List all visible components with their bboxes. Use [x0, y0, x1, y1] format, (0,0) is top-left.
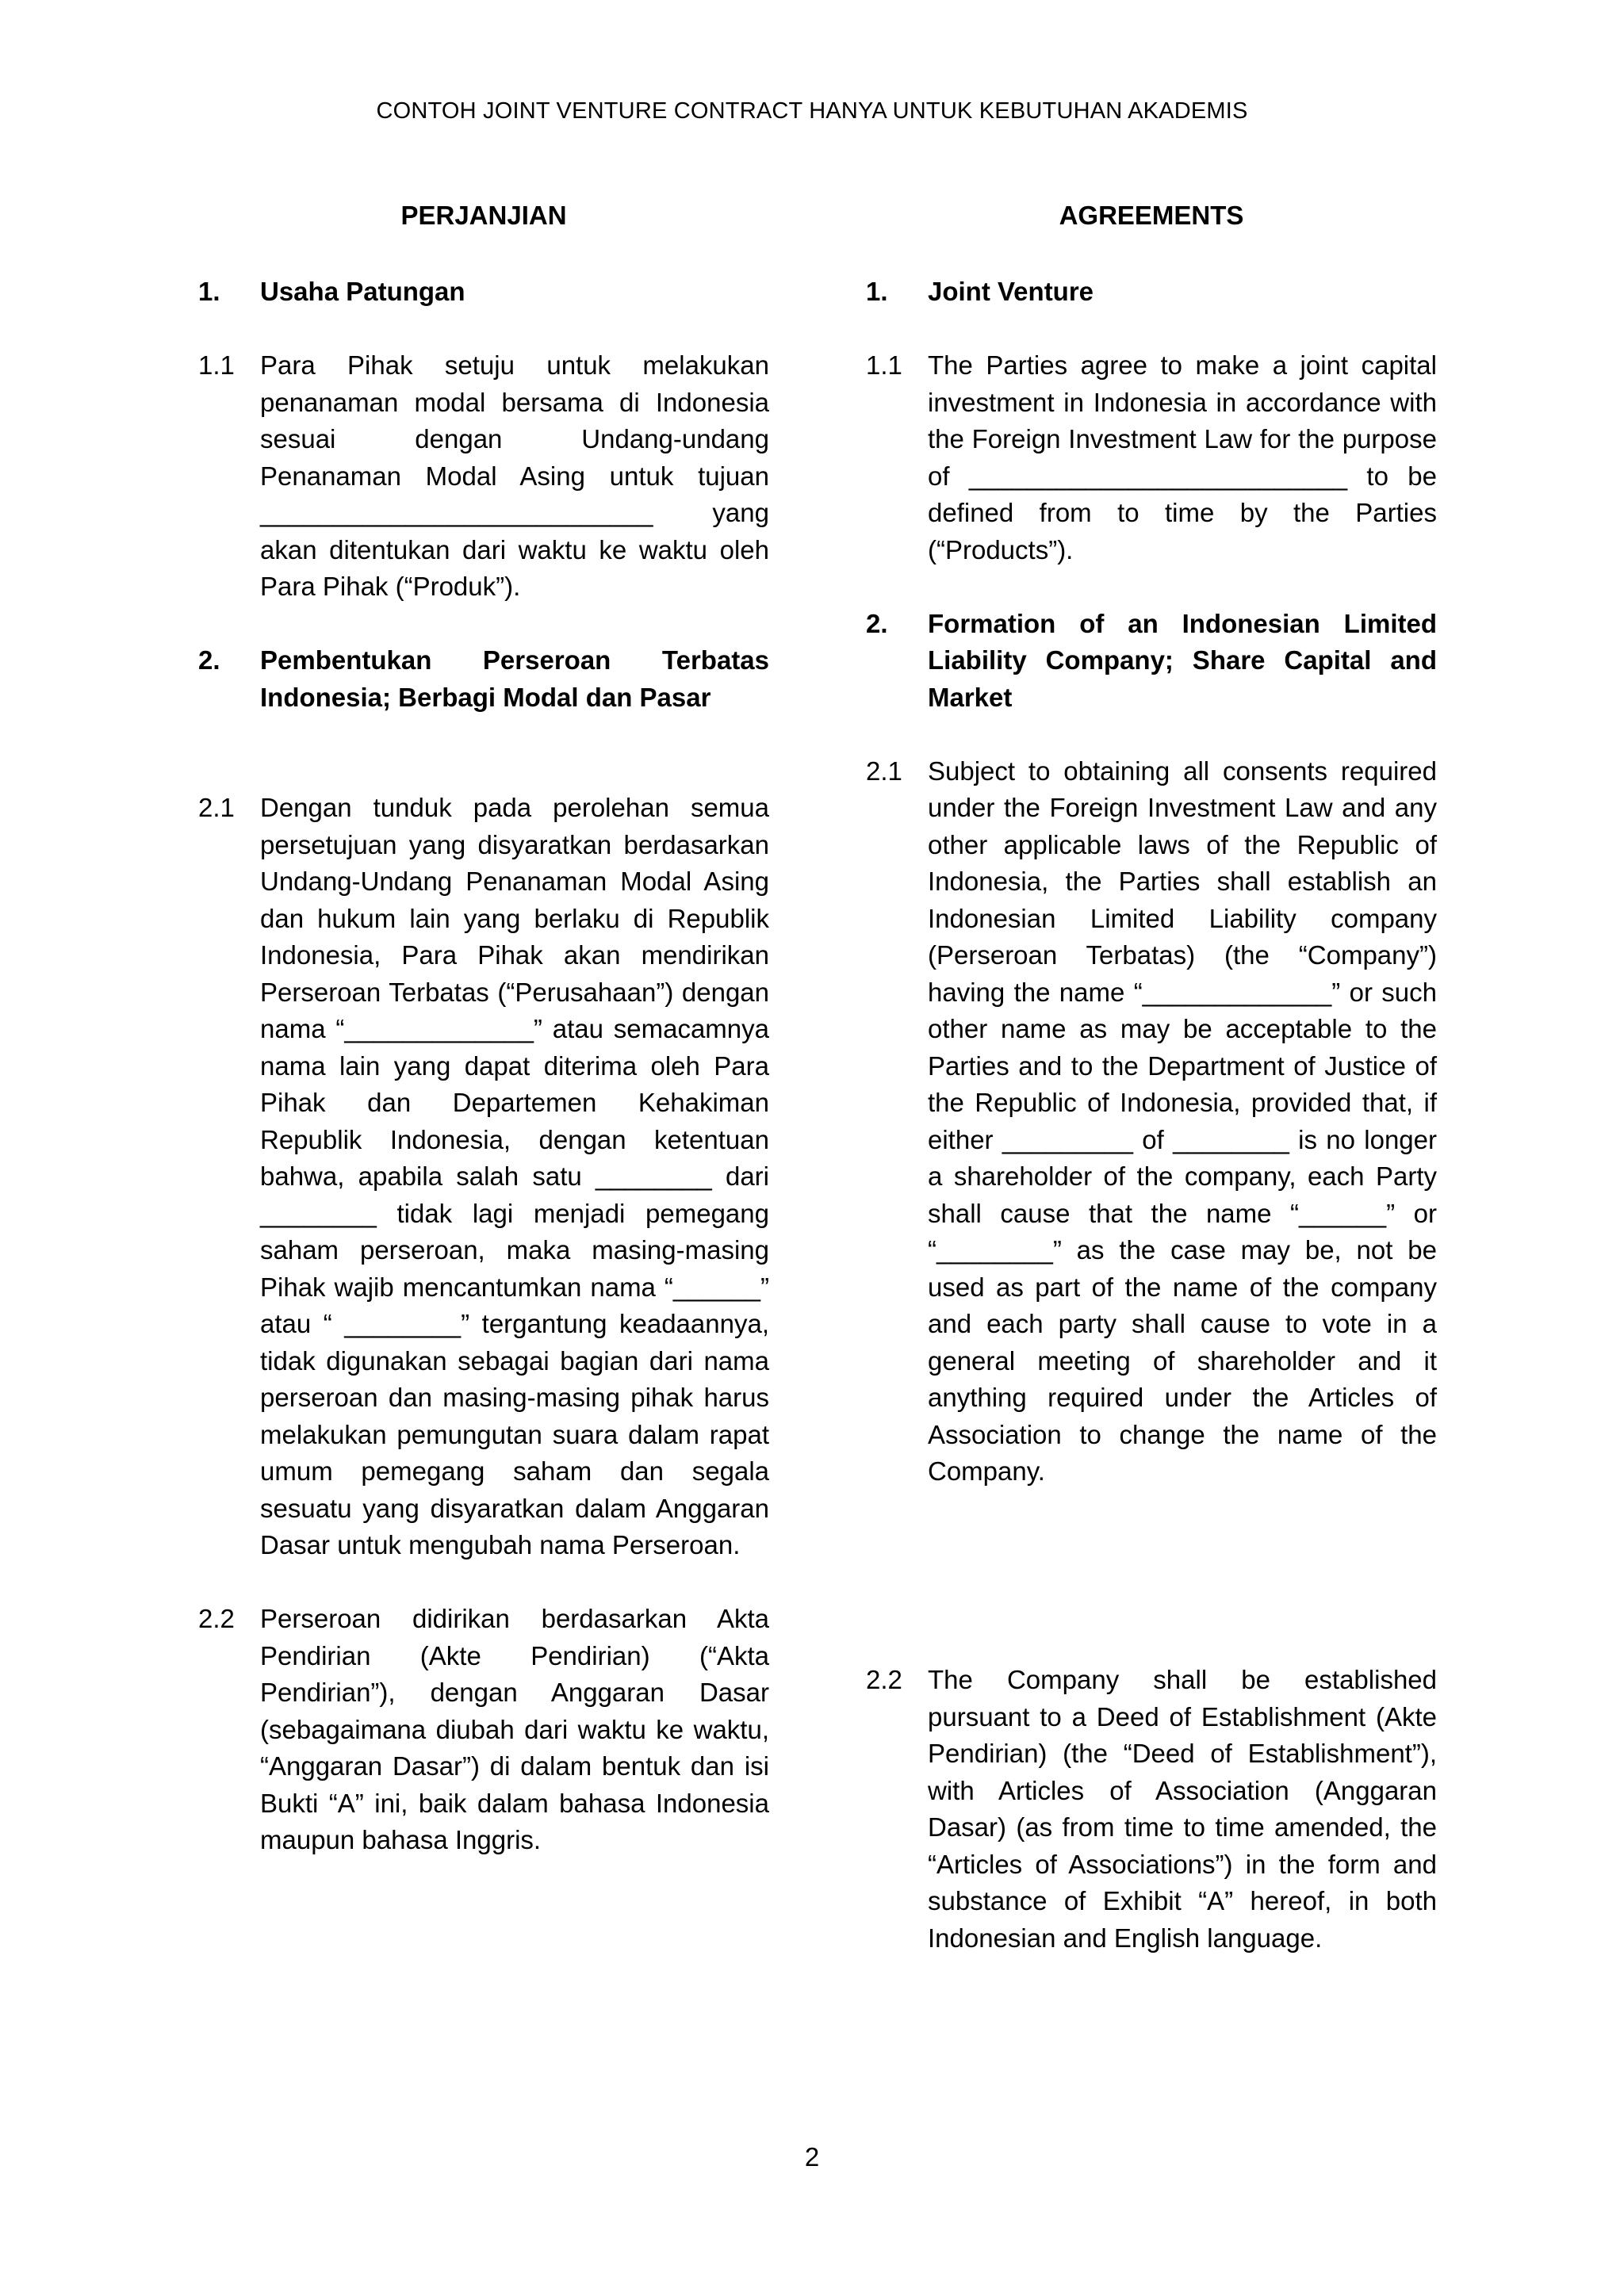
paragraph-number: 1.1: [198, 350, 235, 380]
section-title: Formation of an Indonesian Limited Liability Company; Share Capital and Market: [928, 608, 1437, 712]
paragraph-number: 2.1: [866, 756, 902, 786]
section-1: [866, 274, 1437, 568]
paragraph-number: 2.1: [198, 793, 235, 822]
paragraph-number: 2.2: [198, 1604, 235, 1633]
paragraph-text: Perseroan didirikan berdasarkan Akta Pendirian (Akte Pendirian) (“Akta Pendirian”), dengan Anggaran Dasar (sebagaimana diubah dari waktu ke waktu, “Anggaran Dasar”) di dalam bentuk dan isi Bukti “A” ini, baik dalam bahasa Indonesia maupun bahasa Inggris.: [260, 1604, 769, 1854]
paragraph-2-2: [198, 1601, 769, 1859]
indonesian-column: [198, 200, 769, 1896]
paragraph-2-1: [198, 790, 769, 1564]
page-number: 2: [804, 2142, 820, 2172]
section-title: Usaha Patungan: [260, 277, 465, 306]
section-number: 2.: [866, 608, 888, 638]
paragraph-number: 1.1: [866, 350, 902, 380]
section-heading: [866, 606, 1437, 717]
paragraph-2-2: [866, 1662, 1437, 1957]
paragraph-text: Para Pihak setuju untuk melakukan penanaman modal bersama di Indonesia sesuai dengan Undang-undang Penanaman Modal Asing untuk tujuan ___________________________ yang akan ditentukan dari waktu ke waktu oleh Para Pihak (“Produk”).: [260, 350, 769, 601]
section-2: [866, 606, 1437, 1490]
section-title: Joint Venture: [928, 277, 1094, 306]
section-heading: [198, 642, 769, 716]
page-header: CONTOH JOINT VENTURE CONTRACT HANYA UNTUK KEBUTUHAN AKADEMIS: [376, 98, 1248, 124]
section-title: Pembentukan Perseroan Terbatas Indonesia; Berbagi Modal dan Pasar: [260, 645, 769, 712]
section-heading: [198, 274, 769, 311]
section-number: 1.: [198, 277, 220, 306]
paragraph-text: The Parties agree to make a joint capital investment in Indonesia in accordance with the Foreign Investment Law for the purpose of __________________________ to be defined from to time by the Parties (“Products”).: [928, 350, 1437, 564]
section-1: [198, 274, 769, 606]
paragraph-2-1: [866, 753, 1437, 1490]
paragraph-text: Dengan tunduk pada perolehan semua persetujuan yang disyaratkan berdasarkan Undang-Undang Penanaman Modal Asing dan hukum lain yang berlaku di Republik Indonesia, Para Pihak akan mendirikan Perseroan Terbatas (“Perusahaan”) dengan nama “_____________” atau semacamnya nama lain yang dapat diterima oleh Para Pihak dan Departemen Kehakiman Republik Indonesia, dengan ketentuan bahwa, apabila salah satu ________ dari ________ tidak lagi menjadi pemegang saham perseroan, maka masing-masing Pihak wajib mencantumkan nama “______” atau “ ________” tergantung keadaannya, tidak digunakan sebagai bagian dari nama perseroan dan masing-masing pihak harus melakukan pemungutan suara dalam rapat umum pemegang saham dan segala sesuatu yang disyaratkan dalam Anggaran Dasar untuk mengubah nama Perseroan.: [260, 793, 769, 1559]
section-number: 2.: [198, 645, 220, 675]
section-heading: [866, 274, 1437, 311]
paragraph-1-1: [198, 347, 769, 606]
section-number: 1.: [866, 277, 888, 306]
paragraph-text: Subject to obtaining all consents required under the Foreign Investment Law and any other applicable laws of the Republic of Indonesia, the Parties shall establish an Indonesian Limited Liability company (Perseroan Terbatas) (the “Company”) having the name “_____________” or such other name as may be acceptable to the Parties and to the Department of Justice of the Republic of Indonesia, provided that, if either _________ of ________ is no longer a shareholder of the company, each Party shall cause that the name “______” or “________” as the case may be, not be used as part of the name of the company and each party shall cause to vote in a general meeting of shareholder and it anything required under the Articles of Association to change the name of the Company.: [928, 756, 1437, 1486]
column-title: PERJANJIAN: [400, 201, 567, 230]
paragraph-1-1: [866, 347, 1437, 568]
paragraph-number: 2.2: [866, 1665, 902, 1694]
paragraph-text: The Company shall be established pursuant to a Deed of Establishment (Akte Pendirian) (the “Deed of Establishment”), with Articles of Association (Anggaran Dasar) (as from time to time amended, the “Articles of Associations”) in the form and substance of Exhibit “A” hereof, in both Indonesian and English language.: [928, 1665, 1437, 1953]
column-title: AGREEMENTS: [1059, 201, 1244, 230]
english-column: [866, 200, 1437, 1527]
section-2: [198, 642, 769, 1859]
